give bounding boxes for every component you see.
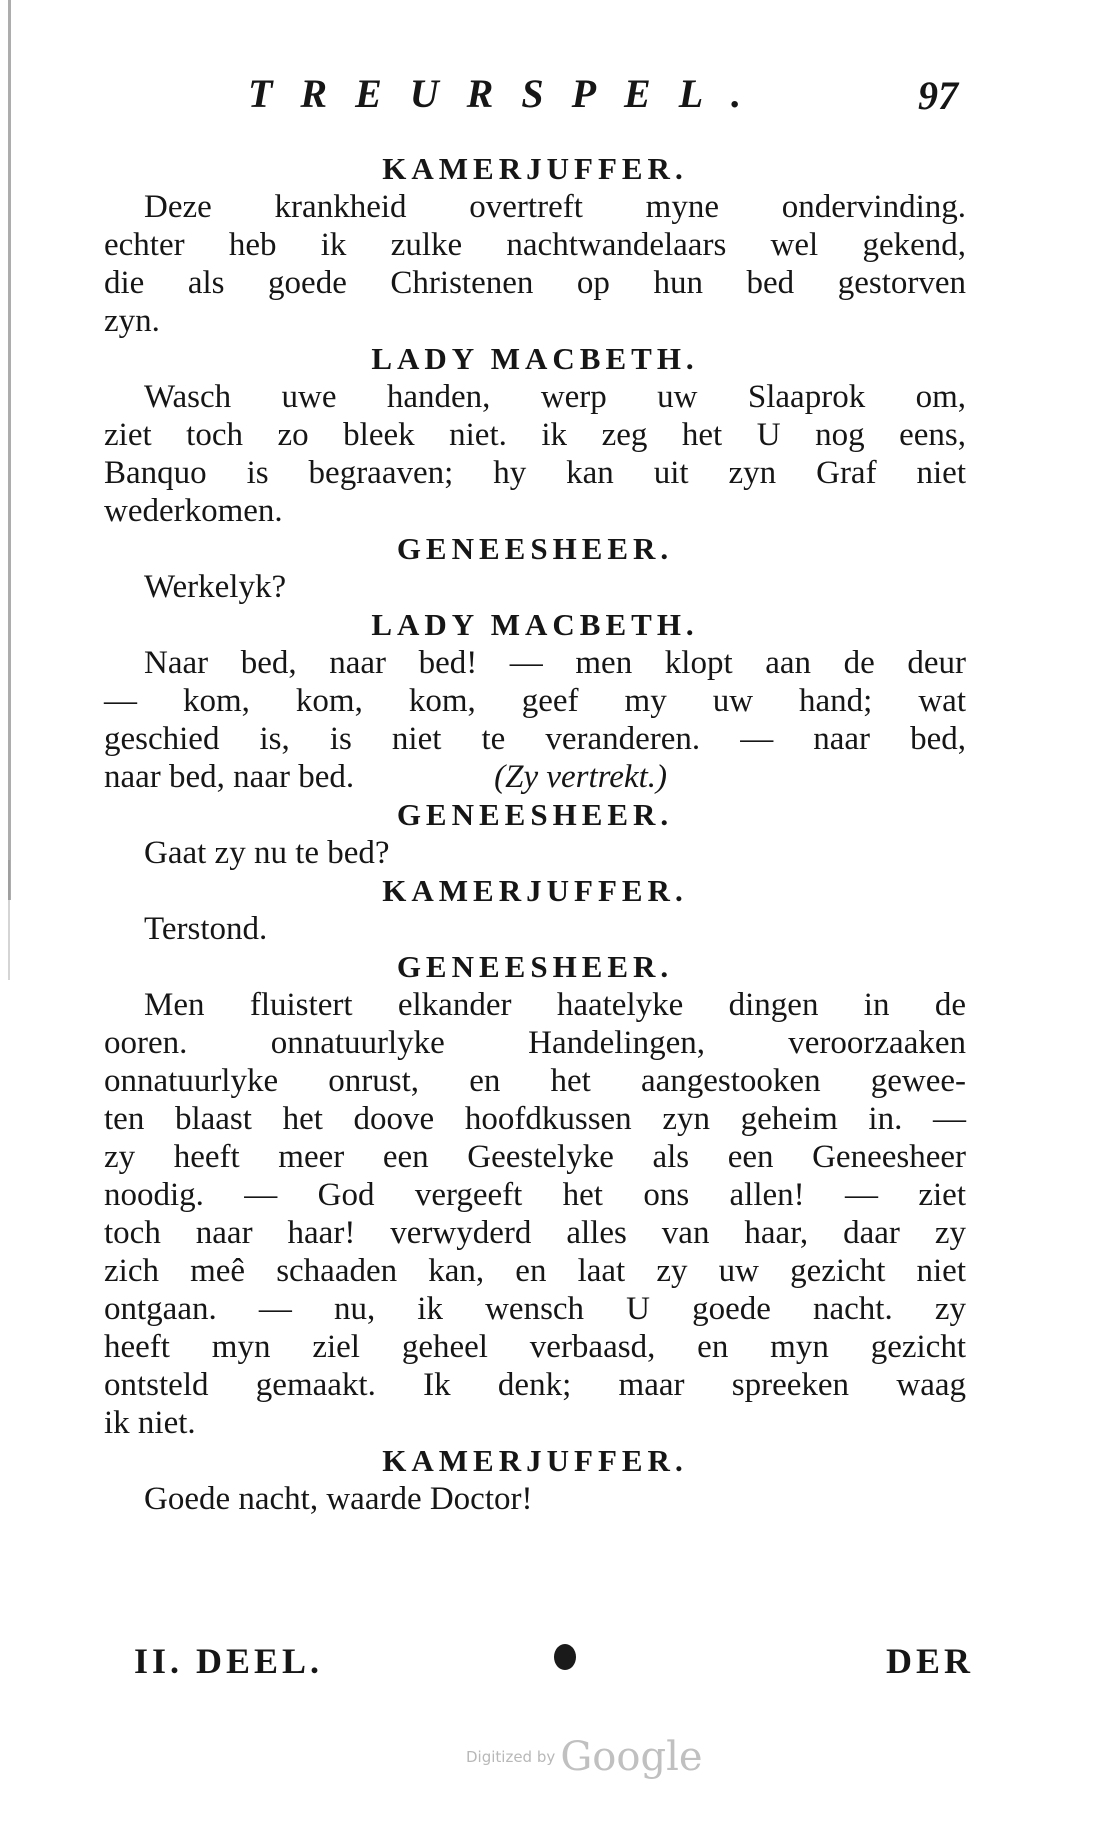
text-line [104,302,966,340]
text-line [104,1138,966,1176]
line-text: Wasch uwe handen, werp uw Slaaprok om, [144,379,966,415]
text-line [104,986,966,1024]
line-text: Naar bed, naar bed! — men klopt aan de deur [144,645,966,681]
page-number: 97 [918,73,958,118]
text-line [104,1100,966,1138]
speaker-name: LADY MACBETH. [371,341,699,376]
line-text: toch naar haar! verwyderd alles van haar, daar zy [104,1215,966,1251]
line-text: Werkelyk? [144,569,287,605]
line-text: ik niet. [104,1405,196,1441]
line-text: ontgaan. — nu, ik wensch U goede nacht. zy [104,1291,966,1327]
text-line [104,492,966,530]
watermark-prefix: Digitized by [466,1748,556,1766]
line-text: Gaat zy nu te bed? [144,835,390,871]
speech [104,834,966,872]
text-line [104,454,966,492]
text-line [104,378,966,416]
play-text [104,150,966,1518]
catchword: DER [885,1641,974,1681]
line-text: ziet toch zo bleek niet. ik zeg het U nog eens, [104,417,966,453]
text-line [104,264,966,302]
ink-blot [554,1644,576,1670]
text-line [104,1024,966,1062]
text-line [104,910,966,948]
line-text: naar bed, naar bed. [104,759,355,795]
speech [104,378,966,530]
line-text: noodig. — God vergeeft het ons allen! — ziet [104,1177,966,1213]
text-line [104,1366,966,1404]
speech [104,910,966,948]
stage-direction: (Zy vertrekt.) [494,759,667,795]
signature-mark: II. DEEL. [134,1641,324,1681]
text-line [104,1176,966,1214]
speech [104,986,966,1442]
line-text: die als goede Christenen op hun bed gestorven [104,265,966,301]
speech [104,568,966,606]
line-text: Goede nacht, waarde Doctor! [144,1481,533,1517]
line-text: ooren. onnatuurlyke Handelingen, veroorzaaken [104,1025,966,1061]
text-line [104,758,966,796]
line-text: ten blaast het doove hoofdkussen zyn geheim in. — [104,1101,966,1137]
text-line [104,682,966,720]
line-text: zich meê schaaden kan, en laat zy uw gezicht niet [104,1253,966,1289]
text-line [104,226,966,264]
line-text: wederkomen. [104,493,283,529]
speaker-name: GENEESHEER. [396,531,674,566]
text-line [104,720,966,758]
speech [104,644,966,796]
speaker-name: KAMERJUFFER. [382,873,688,908]
watermark-brand: Google [560,1734,703,1780]
text-line [104,188,966,226]
line-text: onnatuurlyke onrust, en het aangestooken gewee- [104,1063,966,1099]
speech [104,1480,966,1518]
speaker-name: KAMERJUFFER. [382,151,688,186]
line-text: zyn. [104,303,160,339]
page-edge-shadow [8,0,11,900]
text-line [104,416,966,454]
digitization-watermark [466,1734,703,1780]
line-text: echter heb ik zulke nachtwandelaars wel gekend, [104,227,966,263]
line-text: geschied is, is niet te veranderen. — naar bed, [104,721,966,757]
text-line [104,1480,966,1518]
text-line [104,1062,966,1100]
running-title: TREURSPEL. [248,71,770,116]
line-text: Terstond. [144,911,268,947]
speaker-name: GENEESHEER. [396,949,674,984]
line-text: zy heeft meer een Geestelyke als een Geneesheer [104,1139,966,1175]
speech [104,188,966,340]
text-line [104,1404,966,1442]
speaker-name: GENEESHEER. [396,797,674,832]
text-line [104,1252,966,1290]
line-text: Men fluistert elkander haatelyke dingen in de [144,987,966,1023]
page-footer [134,1640,974,1690]
page-edge-shadow-lower [8,860,10,980]
text-line [104,1328,966,1366]
line-text: heeft myn ziel geheel verbaasd, en myn gezicht [104,1329,966,1365]
line-text: Banquo is begraaven; hy kan uit zyn Graf niet [104,455,966,491]
speaker-name: KAMERJUFFER. [382,1443,688,1478]
text-line [104,1214,966,1252]
text-line [104,568,966,606]
line-text: ontsteld gemaakt. Ik denk; maar spreeken waag [104,1367,966,1403]
text-line [104,644,966,682]
line-text: — kom, kom, kom, geef my uw hand; wat [104,683,966,719]
line-text: Deze krankheid overtreft myne ondervinding. [144,189,966,225]
text-line [104,834,966,872]
text-line [104,1290,966,1328]
speaker-name: LADY MACBETH. [371,607,699,642]
